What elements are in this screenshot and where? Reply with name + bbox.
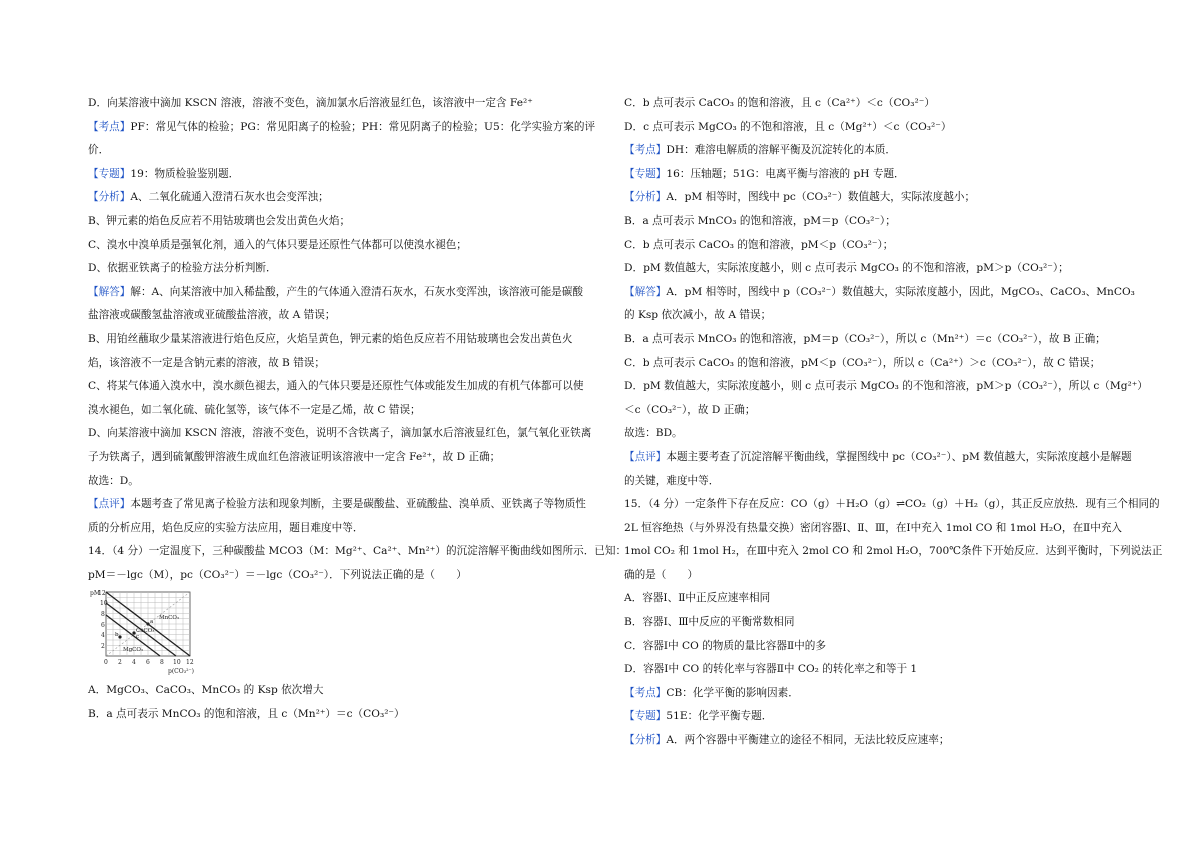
line-text: A．MgCO₃、CaCO₃、MnCO₃ 的 Ksp 依次增大 [88,684,324,697]
x-tick: 8 [160,659,164,667]
line-text: pM＝－lgc（M），pc（CO₃²⁻）＝－lgc（CO₃²⁻）．下列说法正确的是（ ） [88,568,467,581]
point-b [118,636,121,639]
line-text: B、用铂丝蘸取少量某溶液进行焰色反应，火焰呈黄色，钾元素的焰色反应若不用钴玻璃也会发出黄色火 [88,332,573,345]
line-text: 19：物质检验鉴别题． [130,167,240,180]
line-text: 故选：D。 [88,474,139,487]
text-line [624,729,1136,753]
x-tick: 0 [104,659,108,667]
text-line [88,375,590,399]
x-tick: 10 [173,659,181,667]
line-text: D．向某溶液中滴加 KSCN 溶液，溶液不变色，滴加氯水后溶液显红色，该溶液中一定含 Fe²⁺ [88,97,533,109]
line-text: 子为铁离子，遇到硫氰酸钾溶液生成血红色溶液证明该溶液中一定含 Fe²⁺，故 D 正确； [88,450,501,463]
line-text: 51E：化学平衡专题． [666,710,773,723]
y-axis-label: pM [90,590,100,598]
x-tick: 6 [146,659,150,667]
y-tick: 8 [101,611,105,619]
section-tag: 【点评】 [88,498,131,511]
x-tick: 2 [118,659,122,667]
section-tag: 【专题】 [624,710,667,723]
text-line [88,564,590,588]
line-text: 本题考查了常见离子检验方法和现象判断，主要是碳酸盐、亚硫酸盐、溴单质、亚铁离子等物质性 [130,498,586,511]
line-text: 1mol CO₂ 和 1mol H₂，在Ⅲ中充入 2mol CO 和 2mol H₂O，700℃条件下开始反应．达到平衡时，下列说法正 [624,545,1163,558]
text-line [88,281,590,305]
line-text: D、向某溶液中滴加 KSCN 溶液，溶液不变色，说明不含铁离子，滴加氯水后溶液显红色，氯气氧化亚铁离 [88,427,592,440]
y-tick: 12 [98,590,106,598]
curve-label-caco3: CaCO₃ [136,628,155,635]
text-line [624,186,1136,210]
section-tag: 【分析】 [88,191,131,204]
line-text: D．c 点可表示 MgCO₃ 的不饱和溶液，且 c（Mg²⁺）＜c（CO₃²⁻） [624,120,952,133]
line-text: B、钾元素的焰色反应若不用钴玻璃也会发出黄色火焰； [88,214,351,227]
section-tag: 【考点】 [624,144,667,157]
text-line [88,493,590,517]
solubility-chart-svg [88,587,218,679]
point-label-b: b [115,632,119,639]
line-text: 的关键，难度中等． [624,474,720,487]
line-text: C．容器Ⅰ中 CO 的物质的量比容器Ⅱ中的多 [624,639,826,652]
text-line [624,257,1136,281]
text-line [624,470,1136,494]
y-tick: 10 [100,600,108,608]
line-text: 焰，该溶液不一定是含钠元素的溶液，故 B 错误； [88,356,325,369]
text-line [88,446,590,470]
text-line [88,703,590,727]
section-tag: 【解答】 [624,285,667,298]
text-line [624,399,1136,423]
line-text: 盐溶液或碳酸氢盐溶液或亚硫酸盐溶液，故 A 错误； [88,309,336,322]
text-line [88,328,590,352]
line-text: B．a 点可表示 MnCO₃ 的饱和溶液，pM＝p（CO₃²⁻），所以 c（Mn²⁺）＝c（CO₃²⁻），故 B 正确； [624,332,1106,345]
section-tag: 【解答】 [88,285,131,298]
line-text: D．pM 数值越大，实际浓度越小，则 c 点可表示 MgCO₃ 的不饱和溶液，pM＞p（CO₃²⁻）； [624,262,1069,275]
line-text: C．b 点可表示 CaCO₃ 的饱和溶液，pM＜p（CO₃²⁻），所以 c（Ca²⁺）＞c（CO₃²⁻），故 C 错误； [624,356,1101,369]
text-line [88,540,627,564]
line-text: B．a 点可表示 MnCO₃ 的饱和溶液，且 c（Mn²⁺）＝c（CO₃²⁻） [88,708,405,721]
y-tick: 2 [101,643,105,651]
line-text: 确的是（ ） [624,568,699,581]
text-line [88,304,590,328]
x-axis-label: p(CO₃²⁻) [168,668,195,676]
line-text: C．b 点可表示 CaCO₃ 的饱和溶液，pM＜p（CO₃²⁻）； [624,238,894,251]
line-text: 的 Ksp 依次减小，故 A 错误； [624,309,772,322]
text-line [624,375,1148,399]
text-line [624,682,1136,706]
text-line [624,517,1136,541]
line-text: 价． [88,144,110,157]
x-tick: 12 [186,659,194,667]
left-column [88,92,627,727]
line-text: DH：难溶电解质的溶解平衡及沉淀转化的本质． [666,144,896,157]
line-text: A、二氧化硫通入澄清石灰水也会变浑浊； [130,191,329,204]
text-line [624,658,1136,682]
text-line [88,92,590,116]
section-tag: 【专题】 [88,167,131,180]
text-line [624,635,1136,659]
solubility-curve-figure [88,587,590,679]
text-line [88,163,590,187]
line-text: B．容器Ⅰ、Ⅲ中反应的平衡常数相同 [624,616,795,629]
right-text-block [624,92,1163,753]
text-line [624,540,1163,564]
text-line [624,304,1136,328]
right-column [624,92,1163,753]
text-line [624,328,1136,352]
line-text: 质的分析应用，焰色反应的实验方法应用，题目难度中等． [88,521,364,534]
text-line [624,139,1136,163]
line-text: C、将某气体通入溴水中，溴水颜色褪去，通入的气体只要是还原性气体或能发生加成的有机气体都可以使 [88,380,584,393]
line-text: 2L 恒容绝热（与外界没有热量交换）密闭容器Ⅰ、Ⅱ、Ⅲ，在Ⅰ中充入 1mol CO 和 1mol H₂O，在Ⅱ中充入 [624,521,1123,534]
line-text: 故选：BD。 [624,427,683,440]
line-text: 溴水褪色，如二氧化硫、硫化氢等，该气体不一定是乙烯，故 C 错误； [88,403,421,416]
text-line [624,587,1136,611]
text-line [88,399,590,423]
line-text: C、溴水中溴单质是强氧化剂，通入的气体只要是还原性气体都可以使溴水褪色； [88,238,467,251]
y-tick: 4 [101,632,105,640]
line-text: CB：化学平衡的影响因素． [666,686,799,699]
line-text: 16：压轴题；51G：电离平衡与溶液的 pH 专题． [666,167,905,180]
text-line [88,257,590,281]
line-text: 解：A、向某溶液中加入稀盐酸，产生的气体通入澄清石灰水，石灰水变浑浊，该溶液可能是碳酸 [130,285,583,298]
line-text: A．pM 相等时，图线中 p（CO₃²⁻）数值越大，实际浓度越小，因此，MgCO₃、CaCO₃、MnCO₃ [666,285,1135,298]
section-tag: 【考点】 [624,686,667,699]
text-line [624,446,1136,470]
curve-label-mgco3: MgCO₃ [123,647,144,654]
line-text: 15．（4 分）一定条件下存在反应：CO（g）＋H₂O（g）⇌CO₂（g）＋H₂（g），其正反应放热．现有三个相同的 [624,498,1160,511]
line-text: PF：常见气体的检验；PG：常见阳离子的检验；PH：常见阴离子的检验；U5：化学实验方案的评 [130,120,596,133]
text-line [624,493,1160,517]
text-line [88,210,590,234]
text-line [88,186,590,210]
line-text: A．两个容器中平衡建立的途径不相同，无法比较反应速率； [666,734,950,747]
text-line [88,517,590,541]
text-line [624,611,1136,635]
left-text-block [88,92,627,587]
text-line [88,116,596,140]
text-line [88,352,590,376]
text-line [624,210,1136,234]
x-tick: 4 [132,659,136,667]
line-text: C．b 点可表示 CaCO₃ 的饱和溶液，且 c（Ca²⁺）＜c（CO₃²⁻） [624,97,935,109]
line-text: A．pM 相等时，图线中 pc（CO₃²⁻）数值越大，实际浓度越小； [666,191,976,204]
line-text: D．容器Ⅰ中 CO 的转化率与容器Ⅱ中 CO₂ 的转化率之和等于 1 [624,663,918,676]
text-line [88,234,590,258]
section-tag: 【考点】 [88,120,131,133]
text-line [88,139,590,163]
point-label-c: c [136,634,140,641]
section-tag: 【分析】 [624,191,667,204]
line-text: A．容器Ⅰ、Ⅱ中正反应速率相同 [624,592,771,605]
text-line [624,422,1136,446]
text-line [624,163,1136,187]
left-options-block [88,679,590,726]
text-line [88,470,590,494]
text-line [624,116,1136,140]
y-tick: 6 [101,622,105,630]
text-line [88,422,590,446]
text-line [624,234,1136,258]
text-line [624,705,1136,729]
section-tag: 【点评】 [624,450,667,463]
curve-label-mnco3: MnCO₃ [159,615,180,622]
point-label-a: a [150,619,154,626]
text-line [624,281,1136,305]
text-line [88,679,590,703]
line-text: 本题主要考查了沉淀溶解平衡曲线，掌握图线中 pc（CO₃²⁻）、pM 数值越大，实际浓度越小是解题 [666,450,1132,463]
line-text: B．a 点可表示 MnCO₃ 的饱和溶液，pM＝p（CO₃²⁻）； [624,214,896,227]
text-line [624,564,1136,588]
line-text: 14．（4 分）一定温度下，三种碳酸盐 MCO3（M：Mg²⁺、Ca²⁺、Mn²⁺）的沉淀溶解平衡曲线如图所示．已知： [88,545,627,558]
line-text: D、依据亚铁离子的检验方法分析判断． [88,262,277,275]
text-line [624,92,1136,116]
section-tag: 【专题】 [624,167,667,180]
line-text: ＜c（CO₃²⁻），故 D 正确； [624,403,756,416]
section-tag: 【分析】 [624,734,667,747]
text-line [624,352,1136,376]
line-text: D．pM 数值越大，实际浓度越小，则 c 点可表示 MgCO₃ 的不饱和溶液，pM＞p（CO₃²⁻），所以 c（Mg²⁺） [624,380,1148,393]
